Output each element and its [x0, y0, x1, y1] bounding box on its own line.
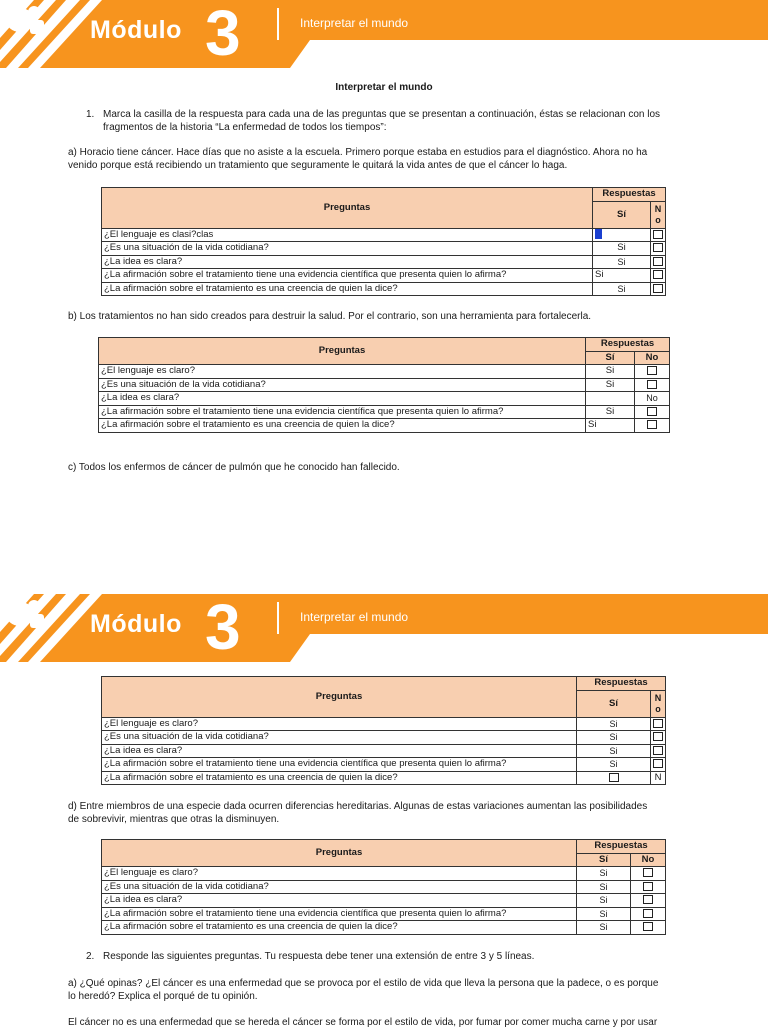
checkbox-icon[interactable] — [647, 420, 657, 429]
question-cell: ¿La idea es clara? — [102, 744, 577, 758]
checkbox-icon[interactable] — [653, 270, 663, 279]
answer-a2-text: El cáncer no es una enfermedad que se hereda el cáncer se forma por el estilo de vida, por fumar por comer mucha carne y por usar — [68, 1017, 658, 1028]
table-row — [102, 880, 666, 894]
checkbox-icon[interactable] — [609, 773, 619, 782]
answer-si-cell[interactable]: Si — [577, 907, 631, 921]
section-d-line2: de sobrevivir, mientras que otras la disminuyen. — [68, 814, 280, 825]
section-b-text: b) Los tratamientos no han sido creados para destruir la salud. Por el contrario, son una herramienta para fortalecerla. — [68, 311, 592, 322]
table-row — [99, 419, 670, 433]
question-cell: ¿La afirmación sobre el tratamiento es una creencia de quien la dice? — [102, 771, 577, 785]
module-word: Módulo — [90, 610, 182, 638]
table-c — [101, 676, 666, 785]
module-number: 3 — [205, 594, 241, 662]
answer-si-cell[interactable]: Si — [586, 365, 635, 379]
module-banner — [0, 594, 768, 662]
header-si: Sí — [577, 690, 651, 717]
answer-no-cell[interactable] — [631, 894, 666, 908]
question-a2-line2: lo heredó? Explica el porqué de tu opinión. — [68, 991, 258, 1002]
sep-logo-icon — [0, 594, 48, 632]
checkbox-icon[interactable] — [653, 230, 663, 239]
page-title: Interpretar el mundo — [335, 82, 433, 93]
answer-si-cell[interactable]: Si — [577, 894, 631, 908]
instruction-text-line2: fragmentos de la historia “La enfermedad de todos los tiempos”: — [103, 122, 387, 133]
question-cell: ¿El lenguaje es clasi?clas — [102, 228, 593, 242]
answer-no-cell[interactable] — [651, 242, 666, 256]
checkbox-icon[interactable] — [653, 719, 663, 728]
answer-no-cell[interactable] — [651, 717, 666, 731]
table-row — [102, 282, 666, 296]
answer-no-cell[interactable] — [651, 255, 666, 269]
answer-no-cell[interactable] — [635, 365, 670, 379]
instruction-number: 1. — [86, 109, 95, 120]
header-respuestas: Respuestas — [577, 840, 666, 854]
checkbox-icon[interactable] — [653, 746, 663, 755]
banner-divider — [277, 8, 279, 40]
answer-si-cell[interactable] — [577, 771, 651, 785]
answer-si-cell[interactable]: Si — [593, 282, 651, 296]
table-row — [102, 907, 666, 921]
table-row — [99, 365, 670, 379]
header-preguntas: Preguntas — [102, 840, 577, 867]
answer-no-cell[interactable] — [631, 921, 666, 935]
table-row — [102, 744, 666, 758]
selection-highlight — [595, 229, 602, 239]
table-b — [98, 337, 670, 433]
banner-subtitle: Interpretar el mundo — [300, 16, 409, 30]
question-cell: ¿Es una situación de la vida cotidiana? — [102, 731, 577, 745]
answer-si-cell[interactable] — [586, 392, 635, 406]
answer-no-cell[interactable] — [631, 867, 666, 881]
banner-divider — [277, 602, 279, 634]
table-row — [102, 255, 666, 269]
answer-si-cell[interactable] — [593, 228, 651, 242]
checkbox-icon[interactable] — [647, 380, 657, 389]
question-cell: ¿El lenguaje es claro? — [102, 867, 577, 881]
answer-si-cell[interactable]: Si — [586, 405, 635, 419]
answer-no-cell[interactable]: No — [635, 392, 670, 406]
header-respuestas: Respuestas — [577, 677, 666, 691]
instruction-text-line1: Marca la casilla de la respuesta para cada una de las preguntas que se presentan a continuación, éstas se relacionan con los — [103, 109, 661, 120]
checkbox-icon[interactable] — [643, 868, 653, 877]
answer-si-cell[interactable]: Si — [593, 255, 651, 269]
checkbox-icon[interactable] — [647, 407, 657, 416]
question-cell: ¿La idea es clara? — [99, 392, 586, 406]
question-cell: ¿La idea es clara? — [102, 255, 593, 269]
question-cell: ¿La afirmación sobre el tratamiento es una creencia de quien la dice? — [102, 282, 593, 296]
table-row — [99, 405, 670, 419]
header-no: No — [631, 853, 666, 867]
module-word: Módulo — [90, 16, 182, 44]
answer-no-cell[interactable] — [651, 269, 666, 283]
header-si: Sí — [577, 853, 631, 867]
checkbox-icon[interactable] — [653, 257, 663, 266]
answer-no-cell[interactable] — [651, 228, 666, 242]
header-preguntas: Preguntas — [102, 677, 577, 718]
answer-no-cell[interactable] — [635, 378, 670, 392]
question-cell: ¿Es una situación de la vida cotidiana? — [102, 242, 593, 256]
answer-si-cell[interactable]: Si — [577, 731, 651, 745]
question-cell: ¿El lenguaje es claro? — [102, 717, 577, 731]
answer-no-cell[interactable] — [631, 880, 666, 894]
module-number: 3 — [205, 0, 241, 68]
module-banner — [0, 0, 768, 68]
checkbox-icon[interactable] — [643, 895, 653, 904]
checkbox-icon[interactable] — [653, 243, 663, 252]
section-d-line1: d) Entre miembros de una especie dada ocurren diferencias hereditarias. Algunas de estas variaciones aumentan las posibilidades — [68, 801, 648, 812]
question-cell: ¿Es una situación de la vida cotidiana? — [99, 378, 586, 392]
sep-logo-icon — [0, 0, 48, 38]
table-row — [102, 867, 666, 881]
checkbox-icon[interactable] — [653, 284, 663, 293]
checkbox-icon[interactable] — [653, 759, 663, 768]
question-cell: ¿La afirmación sobre el tratamiento tiene una evidencia científica que presenta quien lo afirma? — [102, 907, 577, 921]
header-no: N o — [651, 690, 666, 717]
checkbox-icon[interactable] — [647, 366, 657, 375]
answer-no-cell[interactable]: N — [651, 771, 666, 785]
table-a — [101, 187, 666, 296]
table-row — [102, 771, 666, 785]
question-cell: ¿La idea es clara? — [102, 894, 577, 908]
answer-no-cell[interactable] — [651, 282, 666, 296]
header-preguntas: Preguntas — [102, 188, 593, 229]
answer-si-cell[interactable]: Si — [586, 378, 635, 392]
header-respuestas: Respuestas — [586, 338, 670, 352]
question-cell: ¿La afirmación sobre el tratamiento tiene una evidencia científica que presenta quien lo afirma? — [102, 758, 577, 772]
table-row — [102, 228, 666, 242]
header-si: Sí — [593, 201, 651, 228]
answer-si-cell[interactable]: Si — [577, 880, 631, 894]
table-row — [99, 378, 670, 392]
answer-si-cell[interactable]: Si — [577, 921, 631, 935]
table-row — [102, 242, 666, 256]
answer-si-cell[interactable]: Si — [577, 758, 651, 772]
table-row — [102, 921, 666, 935]
header-si: Sí — [586, 351, 635, 365]
header-preguntas: Preguntas — [99, 338, 586, 365]
answer-no-cell[interactable] — [651, 731, 666, 745]
instruction2-text: Responde las siguientes preguntas. Tu respuesta debe tener una extensión de entre 3 y 5 líneas. — [103, 951, 535, 962]
checkbox-icon[interactable] — [643, 922, 653, 931]
table-d — [101, 839, 666, 935]
answer-si-cell[interactable]: Si — [577, 867, 631, 881]
answer-si-cell[interactable]: Si — [586, 419, 635, 433]
section-c-text: c) Todos los enfermos de cáncer de pulmón que he conocido han fallecido. — [68, 462, 400, 473]
banner-subtitle: Interpretar el mundo — [300, 610, 409, 624]
answer-si-cell[interactable]: Si — [577, 744, 651, 758]
answer-no-cell[interactable] — [651, 744, 666, 758]
checkbox-icon[interactable] — [653, 732, 663, 741]
answer-no-cell[interactable] — [651, 758, 666, 772]
question-cell: ¿El lenguaje es claro? — [99, 365, 586, 379]
table-row — [102, 758, 666, 772]
header-no: N o — [651, 201, 666, 228]
table-row — [102, 717, 666, 731]
instruction2-number: 2. — [86, 951, 95, 962]
answer-si-cell[interactable]: Si — [577, 717, 651, 731]
table-row — [102, 269, 666, 283]
answer-no-cell[interactable] — [635, 419, 670, 433]
question-cell: ¿La afirmación sobre el tratamiento es una creencia de quien la dice? — [102, 921, 577, 935]
question-a2-line1: a) ¿Qué opinas? ¿El cáncer es una enfermedad que se provoca por el estilo de vida que lleva la persona que la padece, o es porque — [68, 978, 659, 989]
checkbox-icon[interactable] — [643, 882, 653, 891]
header-no: No — [635, 351, 670, 365]
checkbox-icon[interactable] — [643, 909, 653, 918]
answer-si-cell[interactable]: Si — [593, 242, 651, 256]
answer-no-cell[interactable] — [635, 405, 670, 419]
table-row — [102, 731, 666, 745]
question-cell: ¿Es una situación de la vida cotidiana? — [102, 880, 577, 894]
question-cell: ¿La afirmación sobre el tratamiento es una creencia de quien la dice? — [99, 419, 586, 433]
question-cell: ¿La afirmación sobre el tratamiento tiene una evidencia científica que presenta quien lo afirma? — [102, 269, 593, 283]
question-cell: ¿La afirmación sobre el tratamiento tiene una evidencia científica que presenta quien lo afirma? — [99, 405, 586, 419]
header-respuestas: Respuestas — [593, 188, 666, 202]
answer-si-cell[interactable]: Si — [593, 269, 651, 283]
section-a-line1: a) Horacio tiene cáncer. Hace días que no asiste a la escuela. Primero porque estaba en estudios para el diagnóstico. Ahora no ha — [68, 147, 648, 158]
answer-no-cell[interactable] — [631, 907, 666, 921]
section-a-line2: venido porque está recibiendo un tratamiento que seguramente le quitará la vida antes de que el cáncer lo haga. — [68, 160, 568, 171]
table-row — [102, 894, 666, 908]
table-row — [99, 392, 670, 406]
